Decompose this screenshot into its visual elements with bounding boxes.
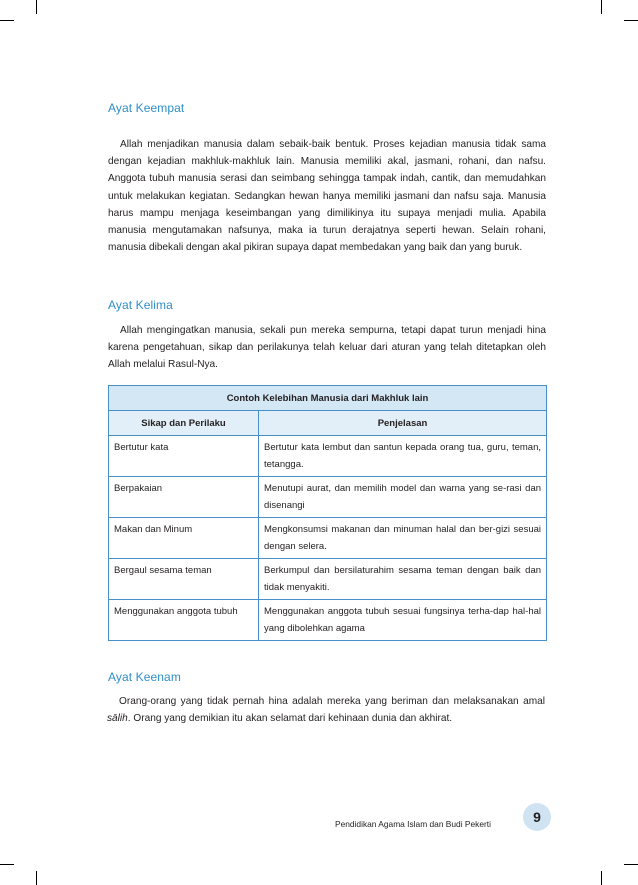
crop-mark: [36, 0, 37, 14]
table-cell-explanation: Bertutur kata lembut dan santun kepada orang tua, guru, teman, tetangga.: [259, 436, 547, 477]
paragraph-italic-term: sālih: [107, 713, 128, 725]
table-cell-explanation: Menutupi aurat, dan memilih model dan warna yang se-rasi dan disenangi: [259, 477, 547, 518]
section-paragraph-ayat-kelima: [108, 322, 546, 374]
crop-mark: [601, 871, 602, 885]
paragraph-text: Allah menjadikan manusia dalam sebaik-baik bentuk. Proses kejadian manusia tidak sama dengan kejadian makhluk-makhluk lain. Manusia memiliki akal, jasmani, rohani, dan nafsu. Anggota tubuh manusia serasi dan seimbang sehingga tampak indah, cantik, dan memudahkan untuk melakukan kegiatan. Sedangkan hewan hanya memiliki jasmani dan nafsu saja. Manusia harus mampu menjaga keseimbangan yang dimilikinya itu supaya menjadi mulia. Apabila manusia mengutamakan nafsunya, maka ia turun derajatnya seperti hewan. Selain rohani, manusia dibekali dengan akal pikiran supaya dapat membedakan yang baik dan yang buruk.: [108, 139, 546, 254]
table-cell-explanation: Mengkonsumsi makanan dan minuman halal dan ber-gizi sesuai dengan selera.: [259, 518, 547, 559]
footer-book-title: Pendidikan Agama Islam dan Budi Pekerti: [335, 819, 491, 829]
table-row: [109, 559, 547, 600]
column-header-penjelasan: Penjelasan: [259, 411, 547, 436]
crop-mark: [0, 20, 14, 21]
crop-mark: [624, 20, 638, 21]
paragraph-text: Allah mengingatkan manusia, sekali pun mereka sempurna, tetapi dapat turun menjadi hina karena pengetahuan, sikap dan perilakunya telah keluar dari aturan yang telah ditetapkan oleh Allah melalui Rasul-Nya.: [108, 325, 546, 371]
table-cell-explanation: Berkumpul dan bersilaturahim sesama teman dengan baik dan tidak menyakiti.: [259, 559, 547, 600]
table-cell-behavior: Bertutur kata: [109, 436, 259, 477]
section-heading-ayat-kelima: Ayat Kelima: [108, 298, 173, 312]
page-number: 9: [533, 809, 541, 825]
comparison-table: [108, 385, 547, 641]
column-header-sikap: Sikap dan Perilaku: [109, 411, 259, 436]
crop-mark: [36, 871, 37, 885]
table-cell-behavior: Bergaul sesama teman: [109, 559, 259, 600]
page-number-badge: [523, 803, 551, 831]
crop-mark: [0, 864, 14, 865]
table-cell-behavior: Makan dan Minum: [109, 518, 259, 559]
table-header-row: [109, 411, 547, 436]
table-cell-behavior: Berpakaian: [109, 477, 259, 518]
table-title-row: [109, 386, 547, 411]
table-row: [109, 600, 547, 641]
section-heading-ayat-keenam: Ayat Keenam: [108, 670, 181, 684]
table-row: [109, 518, 547, 559]
table-row: [109, 436, 547, 477]
table-cell-explanation: Menggunakan anggota tubuh sesuai fungsinya terha-dap hal-hal yang dibolehkan agama: [259, 600, 547, 641]
crop-mark: [624, 864, 638, 865]
table-title: Contoh Kelebihan Manusia dari Makhluk lain: [109, 386, 547, 411]
section-paragraph-ayat-keempat: [108, 136, 546, 256]
table-row: [109, 477, 547, 518]
section-paragraph-ayat-keenam: [107, 693, 545, 727]
paragraph-text-end: . Orang yang demikian itu akan selamat dari kehinaan dunia dan akhirat.: [127, 713, 453, 725]
section-heading-ayat-keempat: Ayat Keempat: [108, 101, 185, 115]
paragraph-text: [107, 693, 545, 727]
paragraph-text-start: Orang-orang yang tidak pernah hina adalah mereka yang beriman dan melaksanakan amal: [119, 696, 545, 707]
table-cell-behavior: Menggunakan anggota tubuh: [109, 600, 259, 641]
crop-mark: [601, 0, 602, 14]
